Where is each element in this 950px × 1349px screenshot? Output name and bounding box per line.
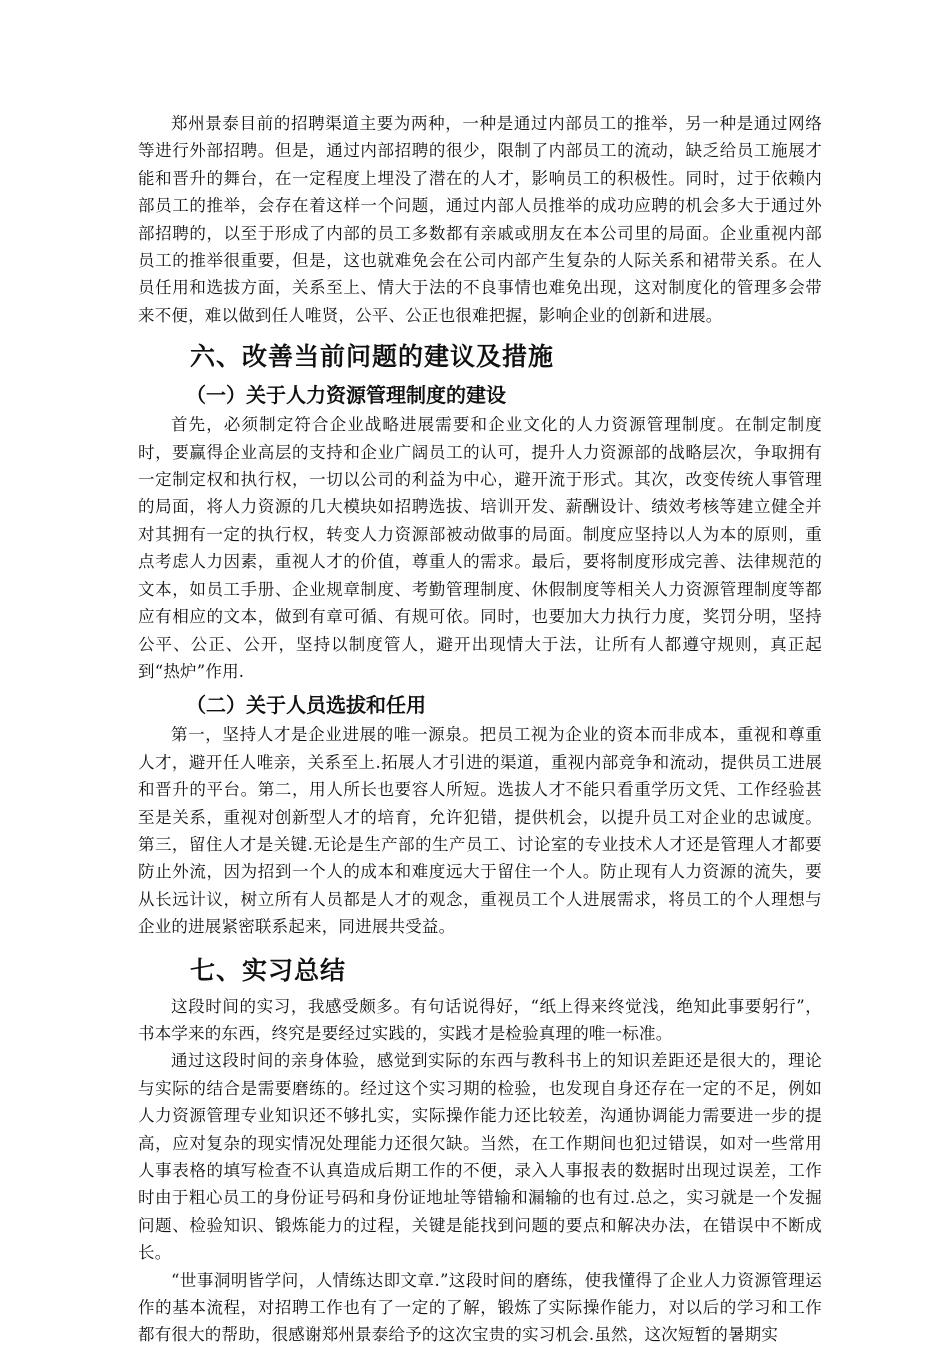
paragraph-hr-system: 首先，必须制定符合企业战略进展需要和企业文化的人力资源管理制度。在制定制度时，要赢得企业高层的支持和企业广阔员工的认可，提升人力资源部的战略层次，争取拥有一定制定权和执行权，一切以公司的利益为中心，避开流于形式。其次，改变传统人事管理的局面，将人力资源的几大模块如招聘选拔、培训开发、薪酬设计、绩效考核等建立健全并对其拥有一定的执行权，转变人力资源部被动做事的局面。制度应坚持以人为本的原则，重点考虑人力因素，重视人才的价值，尊重人的需求。最后，要将制度形成完善、法律规范的文本，如员工手册、企业规章制度、考勤管理制度、休假制度等相关人力资源管理制度等都应有相应的文本，做到有章可循、有规可依。同时，也要加大力执行力度，奖罚分明，坚持公平、公正、公开，坚持以制度管人，避开出现情大于法，让所有人都遵守规则，真正起到“热炉”作用. <box>138 415 822 681</box>
heading-section-6-2: （二）关于人员选拔和任用 <box>186 693 426 718</box>
paragraph-recruitment-channels: 郑州景泰目前的招聘渠道主要为两种，一种是通过内部员工的推举，另一种是通过网络等进行外部招聘。但是，通过内部招聘的很少，限制了内部员工的流动，缺乏给员工施展才能和晋升的舞台，在一定程度上埋没了潜在的人才，影响员工的积极性。同时，过于依赖内部员工的推举，会存在着这样一个问题，通过内部人员推举的成功应聘的机会多大于通过外部招聘的，以至于形成了内部的员工多数都有亲戚或朋友在本公司里的局面。企业重视内部员工的推举很重要，但是，这也就难免会在公司内部产生复杂的人际关系和裙带关系。在人员任用和选拔方面，关系至上、情大于法的不良事情也难免出现，这对制度化的管理多会带来不便，难以做到任人唯贤，公平、公正也很难把握，影响企业的创新和进展。 <box>138 114 822 325</box>
heading-section-7: 七、实习总结 <box>190 955 347 985</box>
heading-section-6: 六、改善当前问题的建议及措施 <box>190 342 555 372</box>
paragraph-summary-1: 这段时间的实习，我感受颇多。有句话说得好，“纸上得来终觉浅，绝知此事要躬行”，书本学来的东西，终究是要经过实践的，实践才是检验真理的唯一标准。 <box>138 996 822 1043</box>
paragraph-summary-3: “世事洞明皆学问，人情练达即文章.”这段时间的磨练，使我懂得了企业人力资源管理运作的基本流程，对招聘工作也有了一定的了解，锻炼了实际操作能力，对以后的学习和工作都有很大的帮助，很感谢郑州景泰给予的这次宝贵的实习机会.虽然，这次短暂的暑期实 <box>138 1270 822 1345</box>
paragraph-summary-2: 通过这段时间的亲身体验，感觉到实际的东西与教科书上的知识差距还是很大的，理论与实际的结合是需要磨练的。经过这个实习期的检验，也发现自身还存在一定的不足，例如人力资源管理专业知识还不够扎实，实际操作能力还比较差，沟通协调能力需要进一步的提高，应对复杂的现实情况处理能力还很欠缺。当然，在工作期间也犯过错误，如对一些常用人事表格的填写检查不认真造成后期工作的不便，录入人事报表的数据时出现过误差，工作时由于粗心员工的身份证号码和身份证地址等错输和漏输的也有过.总之，实习就是一个发掘问题、检验知识、锻炼能力的过程，关键是能找到问题的要点和解决办法，在错误中不断成长。 <box>138 1051 822 1263</box>
paragraph-selection: 第一，坚持人才是企业进展的唯一源泉。把员工视为企业的资本而非成本，重视和尊重人才，避开任人唯亲，关系至上.拓展人才引进的渠道，重视内部竞争和流动，提供员工进展和晋升的平台。第二，用人所长也要容人所短。选拔人才不能只看重学历文凭、工作经验甚至是关系，重视对创新型人才的培育，允许犯错，提供机会，以提升员工对企业的忠诚度。第三，留住人才是关键.无论是生产部的生产员工、讨论室的专业技术人才还是管理人才都要防止外流，因为招到一个人的成本和难度远大于留住一个人。防止现有人力资源的流失，要从长远计议，树立所有人员都是人才的观念，重视员工个人进展需求，将员工的个人理想与企业的进展紧密联系起来，同进展共受益。 <box>138 725 822 937</box>
heading-section-6-1: （一）关于人力资源管理制度的建设 <box>186 383 506 408</box>
